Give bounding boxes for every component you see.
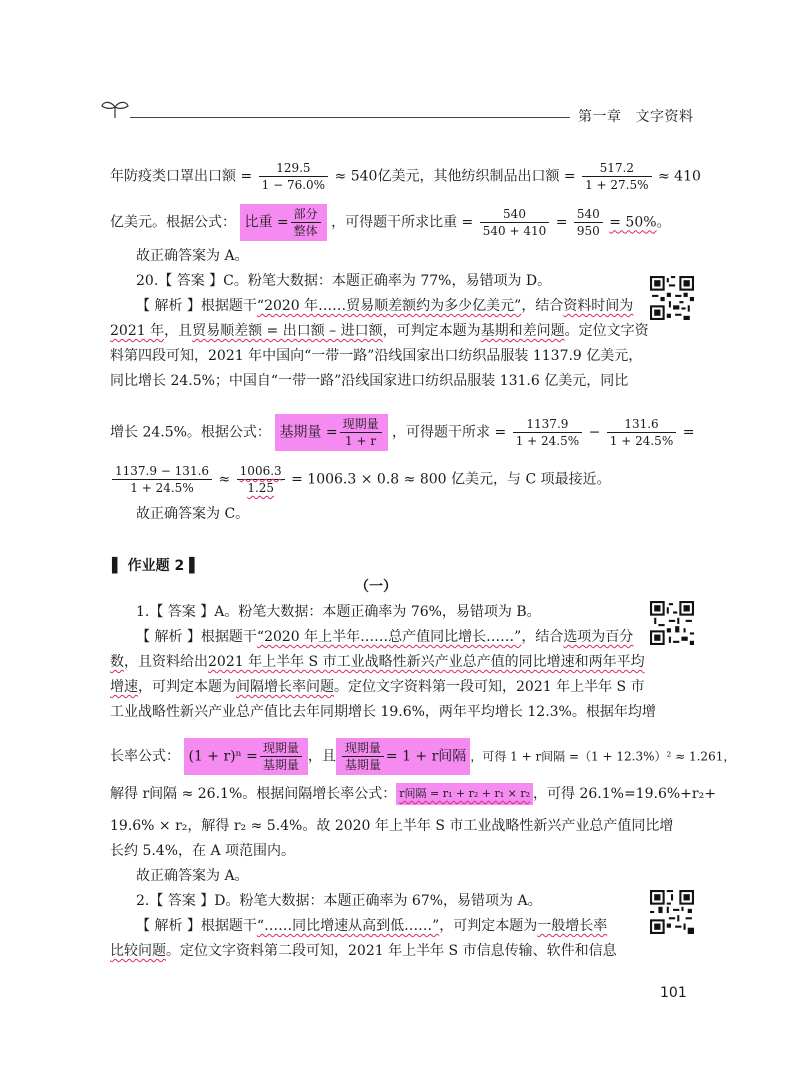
formula-highlight: 基期量 = $\frac{\text{现期量}}{1 + r}$ — [275, 414, 387, 451]
qr-code-icon[interactable] — [650, 890, 694, 934]
chapter-heading — [578, 106, 708, 126]
fraction: $\frac{129.5}{1 - 76.0\%}$ — [259, 160, 328, 193]
sprout-icon — [100, 98, 130, 120]
section-heading: ▌ 作业题 2 ▌ — [112, 558, 200, 574]
answer-line: 1.【 答案 】A。粉笔大数据：本题正确率为 76%，易错项为 B。 — [136, 604, 541, 620]
fraction: $\frac{1137.9 - 131.6}{1 + 24.5\%}$ — [112, 463, 212, 496]
text-line: 19.6% × r₂，解得 r₂ ≈ 5.4%。故 2020 年上半年 S 市工业战略性新兴产业总产值同比增 — [110, 818, 674, 834]
text-line: 2021 年，且贸易顺差额 = 出口额 – 进口额，可判定本题为基期和差问题。定位文字资 — [110, 323, 649, 339]
text-line: 故正确答案为 C。 — [136, 506, 250, 522]
text-line: 【 解析 】根据题干“2020 年上半年……总产值同比增长……”，结合选项为百分 — [136, 629, 634, 645]
fraction: $\frac{131.6}{1 + 24.5\%}$ — [607, 416, 676, 449]
text-line: 长约 5.4%，在 A 项范围内。 — [110, 843, 296, 859]
formula-highlight: (1 + r)ⁿ = $\frac{\text{现期量}}{\text{基期量}}$ — [184, 738, 307, 775]
text-line: 【 解析 】根据题干“……同比增速从高到低……”，可判定本题为一般增长率 — [136, 918, 608, 934]
qr-code-icon[interactable] — [650, 601, 694, 645]
qr-code-icon[interactable] — [650, 276, 694, 320]
text-line: 长率公式： (1 + r)ⁿ = $\frac{\text{现期量}}{\text{基期量}}$ ，且 $\frac{\text{现期量}}{\text{基期量}}$ = 1 + r间隔 ，可得 1 + r间隔 =（1 + 12.3%）² ≈ 1.261， — [110, 738, 630, 775]
fraction: $\frac{1006.3}{1.25}$ — [237, 463, 285, 496]
formula-highlight: r间隔 = r₁ + r₂ + r₁ × r₂ — [396, 783, 533, 805]
text-line: 【 解析 】根据题干“2020 年……贸易顺差额约为多少亿美元”，结合资料时间为 — [136, 298, 634, 314]
fraction: $\frac{540}{540 + 410}$ — [480, 206, 550, 239]
chapter-title: 文字资料 — [635, 109, 694, 125]
text-line: 料第四段可知，2021 年中国向“一带一路”沿线国家出口纺织品服装 1137.9 亿美元， — [110, 348, 643, 364]
text-line: 增速，可判定本题为间隔增长率问题。定位文字资料第一段可知，2021 年上半年 S 市 — [110, 679, 645, 695]
formula-highlight: 比重 = $\frac{\text{部分}}{\text{整体}}$ — [240, 204, 326, 241]
fraction: $\frac{1137.9}{1 + 24.5\%}$ — [513, 416, 582, 449]
fraction: $\frac{540}{950}$ — [574, 206, 603, 239]
text-line: 故正确答案为 A。 — [136, 248, 249, 264]
text-line: 解得 r间隔 ≈ 26.1%。根据间隔增长率公式： r间隔 = r₁ + r₂ + r₁ × r₂ ，可得 26.1%=19.6%+r₂+ — [110, 783, 630, 805]
answer-line: 2.【 答案 】D。粉笔大数据：本题正确率为 67%，易错项为 A。 — [136, 893, 542, 909]
page-number: 101 — [660, 985, 687, 1001]
chapter-number: 第一章 — [578, 109, 622, 125]
text-line: 增长 24.5%。根据公式： 基期量 = $\frac{\text{现期量}}{1 + r}$ ，可得题干所求 = $\frac{1137.9}{1 + 24.5\%}$ − $\frac{131.6}{1 + 24.5\%}$ = — [110, 414, 630, 451]
text-line: 年防疫类口罩出口额 = $\frac{129.5}{1 - 76.0\%}$ ≈ 540亿美元，其他纺织制品出口额 = $\frac{517.2}{1 + 27.5\%}$ ≈ 410 — [110, 161, 701, 192]
text-line: 数，且资料给出2021 年上半年 S 市工业战略性新兴产业总产值的同比增速和两年平均 — [110, 654, 645, 670]
text-line: 同比增长 24.5%；中国自“一带一路”沿线国家进口纺织品服装 131.6 亿美元，同比 — [110, 373, 629, 389]
answer-line: 20.【 答案 】C。粉笔大数据：本题正确率为 77%，易错项为 D。 — [136, 273, 552, 289]
text-line: 故正确答案为 A。 — [136, 868, 249, 884]
text-line: 亿美元。根据公式： 比重 = $\frac{\text{部分}}{\text{整体}}$ ，可得题干所求比重 = $\frac{540}{540 + 410}$ = $\frac{540}{950}$ = 50%。 — [110, 204, 630, 241]
text-line: $\frac{1137.9 - 131.6}{1 + 24.5\%}$ ≈ $\frac{1006.3}{1.25}$ = 1006.3 × 0.8 ≈ 800 亿美元，与 C 项最接近。 — [110, 463, 630, 496]
header-rule — [130, 117, 570, 118]
formula-highlight: $\frac{\text{现期量}}{\text{基期量}}$ = 1 + r间隔 — [336, 738, 470, 775]
subsection-heading: （一） — [355, 579, 397, 595]
text-line: 比较问题。定位文字资料第二段可知，2021 年上半年 S 市信息传输、软件和信息 — [110, 943, 617, 959]
fraction: $\frac{517.2}{1 + 27.5\%}$ — [582, 160, 651, 193]
text-line: 工业战略性新兴产业总产值比去年同期增长 19.6%，两年平均增长 12.3%。根据年均增 — [110, 704, 656, 720]
